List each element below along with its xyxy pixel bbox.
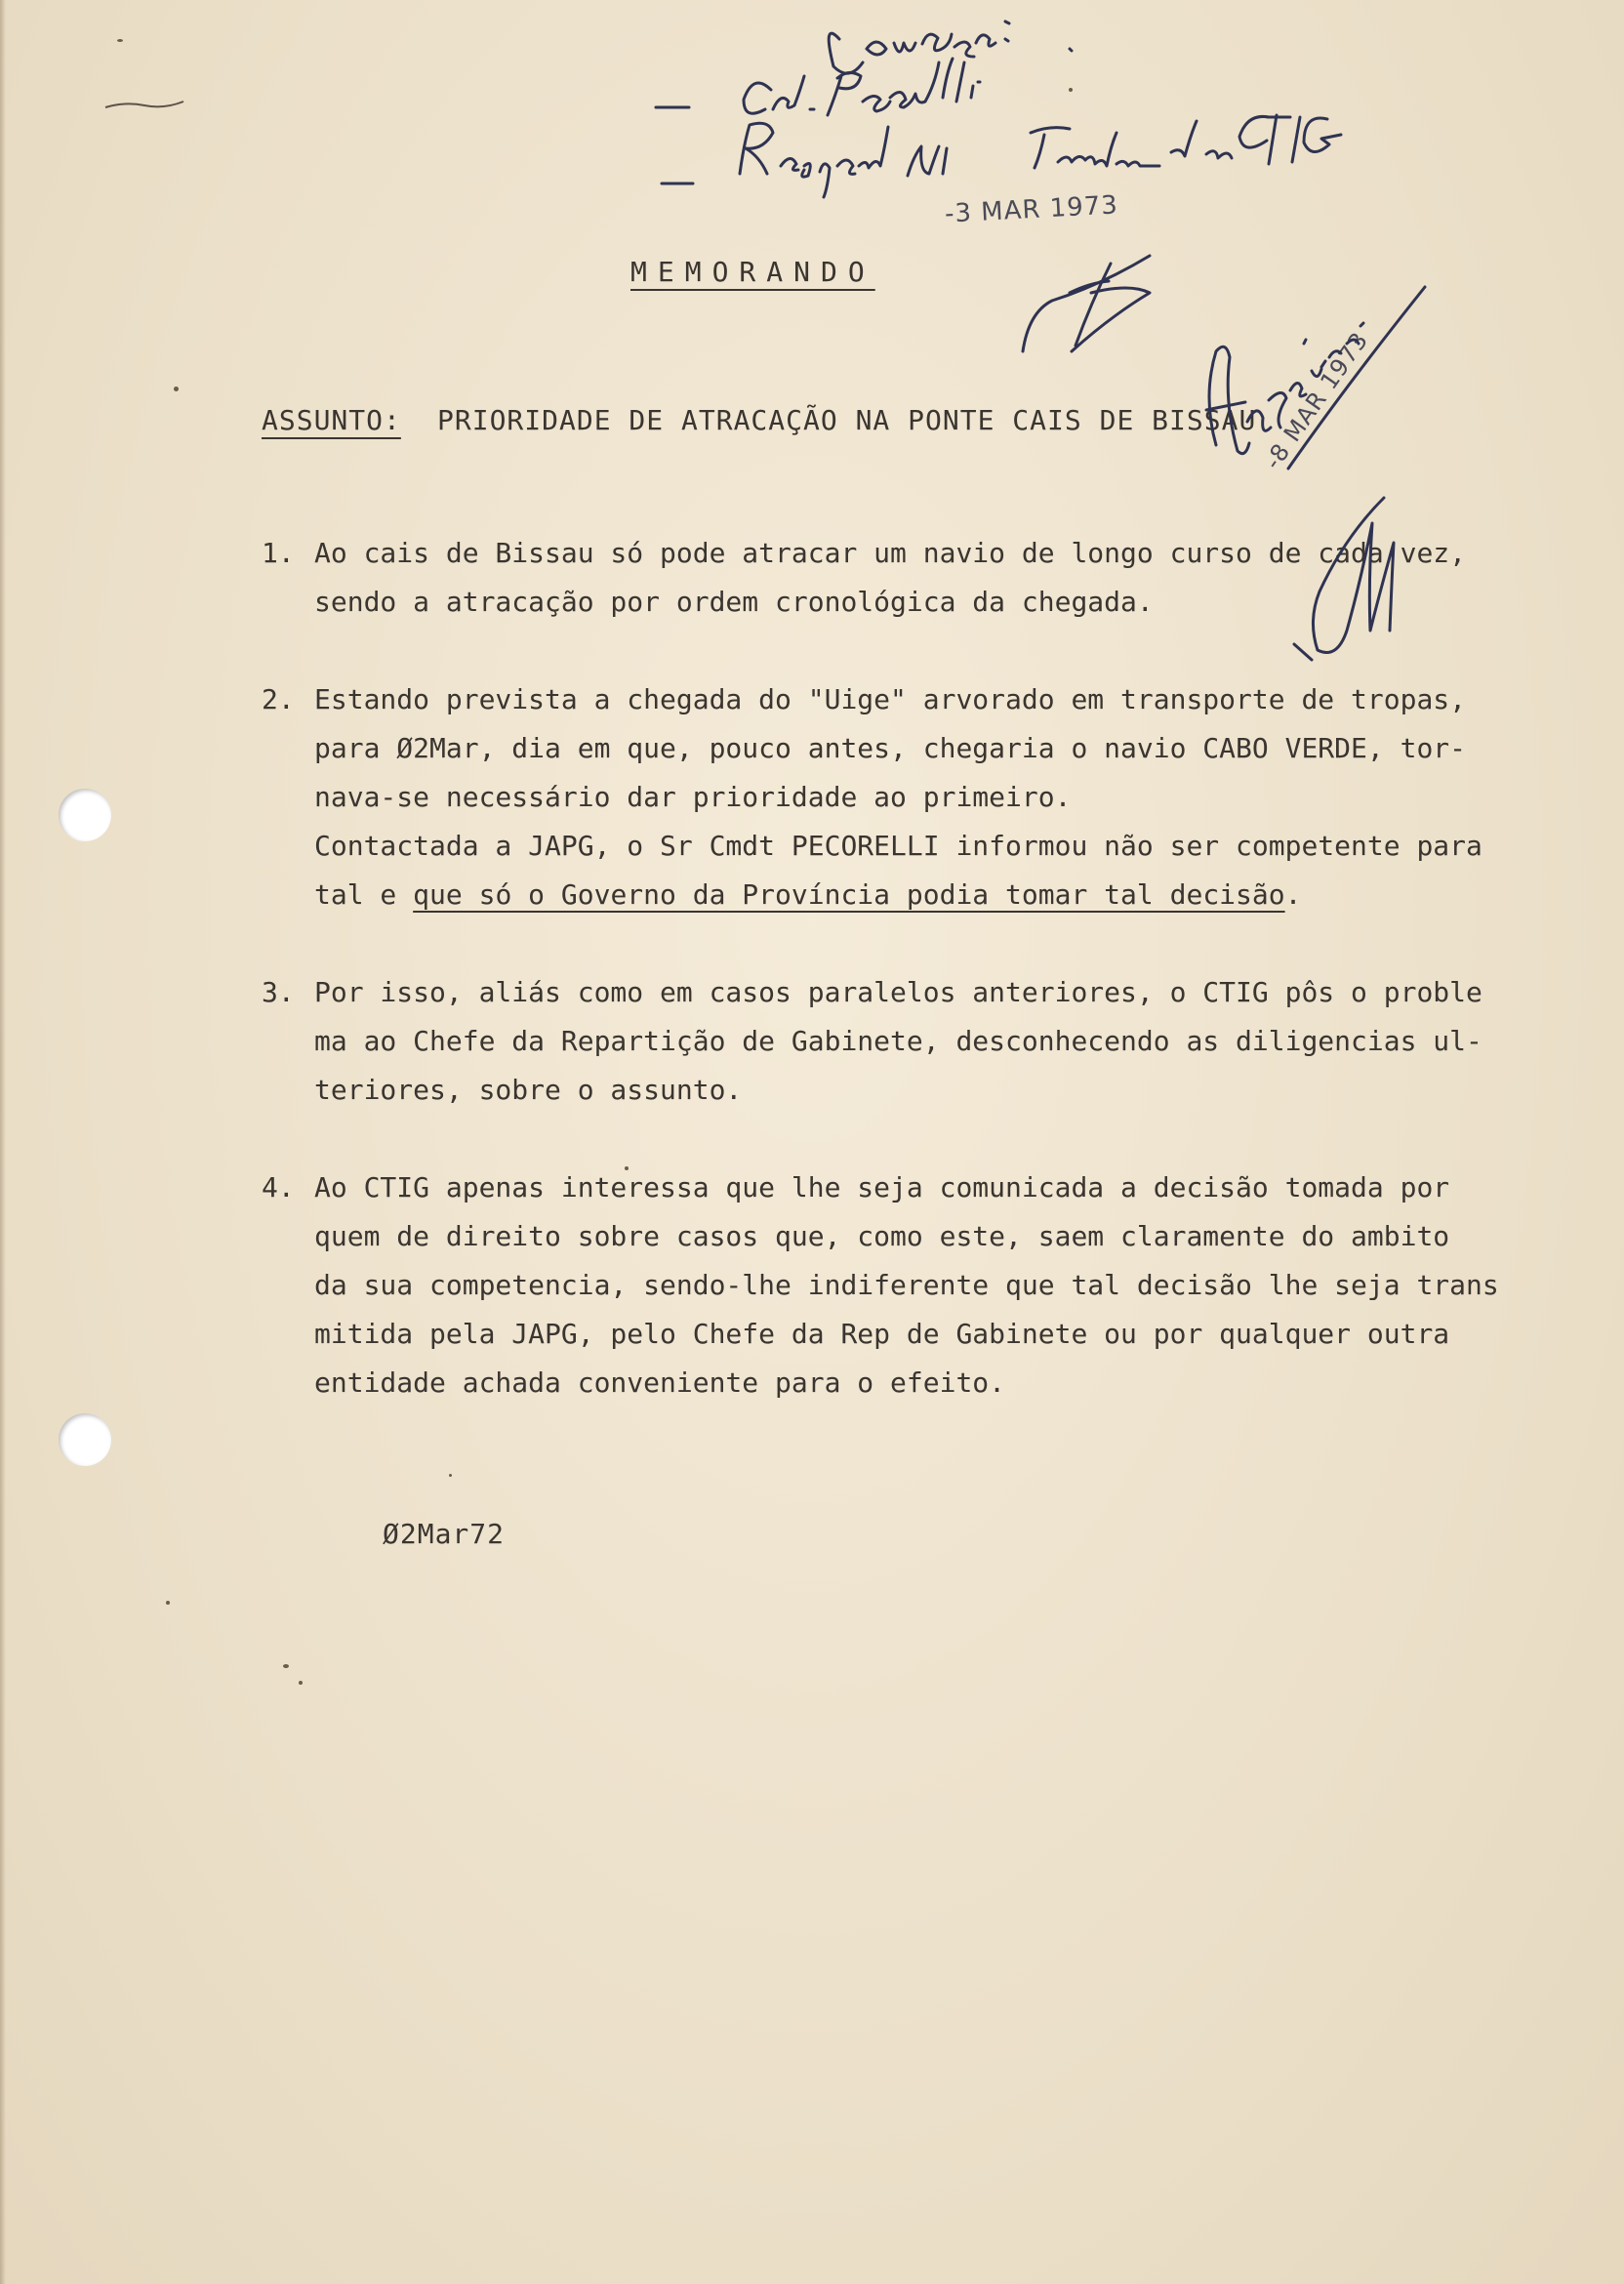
paragraph-2-number: 2. (262, 683, 295, 715)
paragraph-1-number: 1. (262, 537, 295, 569)
paragraph-2-last-line-end: . (1284, 878, 1302, 911)
paragraph-2-line: Contactada a JAPG, o Sr Cmdt PECORELLI informou não ser competente para (314, 830, 1482, 862)
paragraph-4-line: quem de direito sobre casos que, como este, saem claramente do ambito (314, 1220, 1450, 1252)
date-stamp-top: -3 MAR 1973 (944, 190, 1119, 229)
margin-mark-top-left (105, 102, 183, 107)
paragraph-1-line: sendo a atracação por ordem cronológica da chegada. (314, 586, 1154, 618)
handwritten-arquive (1206, 287, 1425, 469)
date-stamp-right: -8 MAR 1973 (1259, 326, 1374, 475)
subject-text: PRIORIDADE DE ATRACAÇÃO NA PONTE CAIS DE BISSAU (437, 404, 1257, 436)
paragraph-2-line: para Ø2Mar, dia em que, pouco antes, chegaria o navio CABO VERDE, tor- (314, 732, 1467, 764)
paragraph-4-line: mitida pela JAPG, pelo Chefe da Rep de Gabinete ou por qualquer outra (314, 1318, 1450, 1350)
paragraph-3-number: 3. (262, 976, 295, 1008)
memo-date: Ø2Mar72 (383, 1518, 506, 1550)
paragraph-3-line: ma ao Chefe da Repartição de Gabinete, desconhecendo as diligencias ul- (314, 1025, 1482, 1057)
paragraph-4-line: da sua competencia, sendo-lhe indiferente que tal decisão lhe seja trans (314, 1269, 1499, 1301)
paragraph-2-line: nava-se necessário dar prioridade ao primeiro. (314, 781, 1072, 813)
paragraph-1-line: Ao cais de Bissau só pode atracar um navio de longo curso de cada vez, (314, 537, 1467, 569)
memo-title: MEMORANDO (630, 256, 875, 288)
paragraph-2-line: Estando prevista a chegada do "Uige" arvorado em transporte de tropas, (314, 683, 1467, 715)
paragraph-4-line: Ao CTIG apenas interessa que lhe seja comunicada a decisão tomada por (314, 1171, 1450, 1203)
subject-label: ASSUNTO: (262, 404, 401, 436)
handwritten-line-responsavel (662, 115, 1341, 197)
paragraph-4-number: 4. (262, 1171, 295, 1203)
paragraph-3-line: teriores, sobre o assunto. (314, 1074, 743, 1106)
paragraph-3-line: Por isso, aliás como em casos paralelos anteriores, o CTIG pôs o proble (314, 976, 1482, 1008)
paragraph-2-underlined-text: que só o Governo da Província podia tomar tal decisão (413, 878, 1285, 911)
paragraph-2-last-line-start: tal e (314, 878, 414, 911)
handwritten-initials-center (1023, 256, 1150, 351)
handwritten-signature-right (1294, 498, 1394, 660)
handwritten-line-cmd-pecorelli (656, 59, 980, 115)
paragraph-4-line: entidade achada conveniente para o efeito. (314, 1366, 1006, 1399)
